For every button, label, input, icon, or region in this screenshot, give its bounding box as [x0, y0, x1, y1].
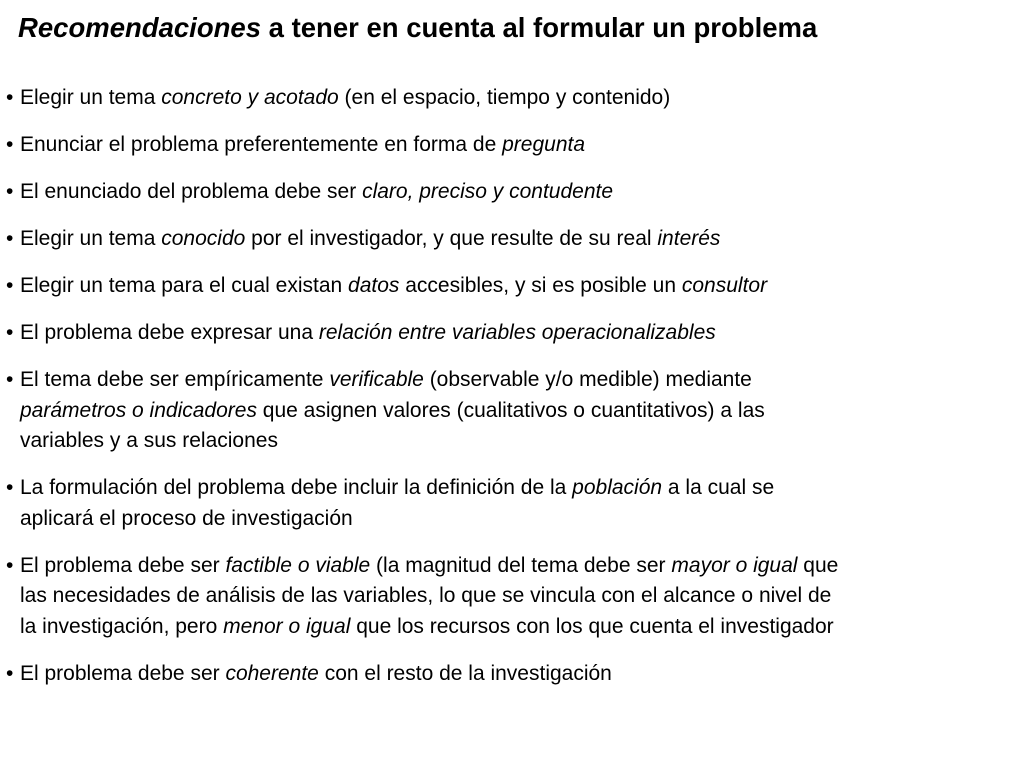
bullet-text: La formulación del problema debe incluir la definición de la [20, 476, 573, 499]
bullet-text-italic: conocido [161, 227, 246, 250]
bullet-item [0, 82, 1024, 113]
bullet-line [20, 223, 1024, 254]
bullet-line [20, 425, 1024, 456]
bullet-text-italic: datos [348, 274, 400, 297]
bullet-text: El problema debe expresar una [20, 321, 319, 344]
bullet-mark: • [6, 274, 14, 297]
bullet-text: El problema debe ser [20, 553, 226, 577]
slide-title [18, 8, 1018, 48]
bullet-text-italic: claro, preciso y contudente [362, 180, 614, 203]
bullet-text: que [797, 553, 839, 577]
bullet-text: Elegir un tema [20, 227, 162, 250]
bullet-line [20, 580, 1024, 611]
bullet-mark: • [6, 227, 14, 250]
bullet-item [0, 129, 1024, 160]
bullet-text: El enunciado del problema debe ser [20, 180, 363, 203]
bullet-text: Elegir un tema [20, 86, 162, 109]
title-emphasis: Recomendaciones [18, 12, 262, 43]
bullet-text: (en el espacio, tiempo y contenido) [338, 86, 671, 109]
bullet-text-italic: relación entre variables operacionalizables [318, 321, 716, 344]
bullet-text: El tema debe ser empíricamente [20, 368, 330, 391]
bullet-text: aplicará el proceso de investigación [20, 506, 353, 530]
bullet-line [20, 270, 1024, 301]
bullet-item [0, 317, 1024, 348]
bullet-mark: • [6, 661, 14, 685]
bullet-item [0, 658, 1024, 689]
bullet-text: que asignen valores (cualitativos o cuantitativos) a las [256, 398, 765, 422]
bullet-mark: • [6, 86, 14, 109]
bullet-mark: • [6, 180, 14, 203]
bullet-text: por el investigador, y que resulte de su real [245, 227, 658, 250]
bullet-text-italic: población [572, 476, 663, 499]
bullet-text-italic: mayor o igual [671, 553, 798, 577]
bullet-mark: • [6, 133, 14, 156]
bullet-item [0, 270, 1024, 301]
bullet-text-italic: verificable [329, 368, 424, 391]
bullet-mark: • [6, 476, 14, 499]
bullet-text: las necesidades de análisis de las variables, lo que se vincula con el alcance o nivel de [20, 584, 832, 607]
bullet-text-italic: consultor [681, 274, 768, 297]
bullet-mark: • [6, 321, 14, 344]
bullet-mark: • [6, 368, 14, 391]
bullet-text: variables y a sus relaciones [20, 429, 278, 452]
bullet-text: (la magnitud del tema debe ser [370, 553, 672, 577]
bullet-text: con el resto de la investigación [318, 661, 612, 685]
bullet-text: accesibles, y si es posible un [399, 274, 682, 297]
bullet-text-italic: parámetros o indicadores [20, 398, 257, 422]
bullet-mark: • [6, 553, 14, 577]
bullet-line [20, 129, 1024, 160]
bullet-line [20, 611, 1024, 642]
bullet-text-italic: factible o viable [225, 553, 371, 577]
bullet-text: la investigación, pero [20, 614, 224, 638]
bullet-text: Elegir un tema para el cual existan [20, 274, 349, 297]
bullet-text: (observable y/o medible) mediante [423, 368, 752, 391]
bullet-item [0, 550, 1024, 642]
bullet-line [20, 364, 1024, 395]
bullet-line [20, 472, 1024, 503]
bullet-item [0, 223, 1024, 254]
bullet-line [20, 317, 1024, 348]
bullet-text: El problema debe ser [20, 661, 226, 685]
bullet-item [0, 176, 1024, 207]
bullet-line [20, 82, 1024, 113]
bullet-text-italic: concreto y acotado [161, 86, 339, 109]
bullet-line [20, 658, 1024, 689]
bullet-line [20, 176, 1024, 207]
title-rest: a tener en cuenta al formular un problema [261, 12, 818, 43]
bullet-text-italic: interés [657, 227, 721, 250]
bullet-item [0, 364, 1024, 456]
bullet-line [20, 395, 1024, 426]
bullet-text: a la cual se [662, 476, 775, 499]
bullet-text: que los recursos con los que cuenta el investigador [350, 614, 834, 638]
bullet-line [20, 550, 1024, 581]
bullet-item [0, 472, 1024, 534]
recommendations-list [0, 82, 1024, 705]
bullet-text-italic: pregunta [502, 133, 586, 156]
bullet-line [20, 503, 1024, 534]
bullet-text: Enunciar el problema preferentemente en forma de [20, 133, 503, 156]
bullet-text-italic: menor o igual [223, 614, 351, 638]
bullet-text-italic: coherente [225, 661, 319, 685]
